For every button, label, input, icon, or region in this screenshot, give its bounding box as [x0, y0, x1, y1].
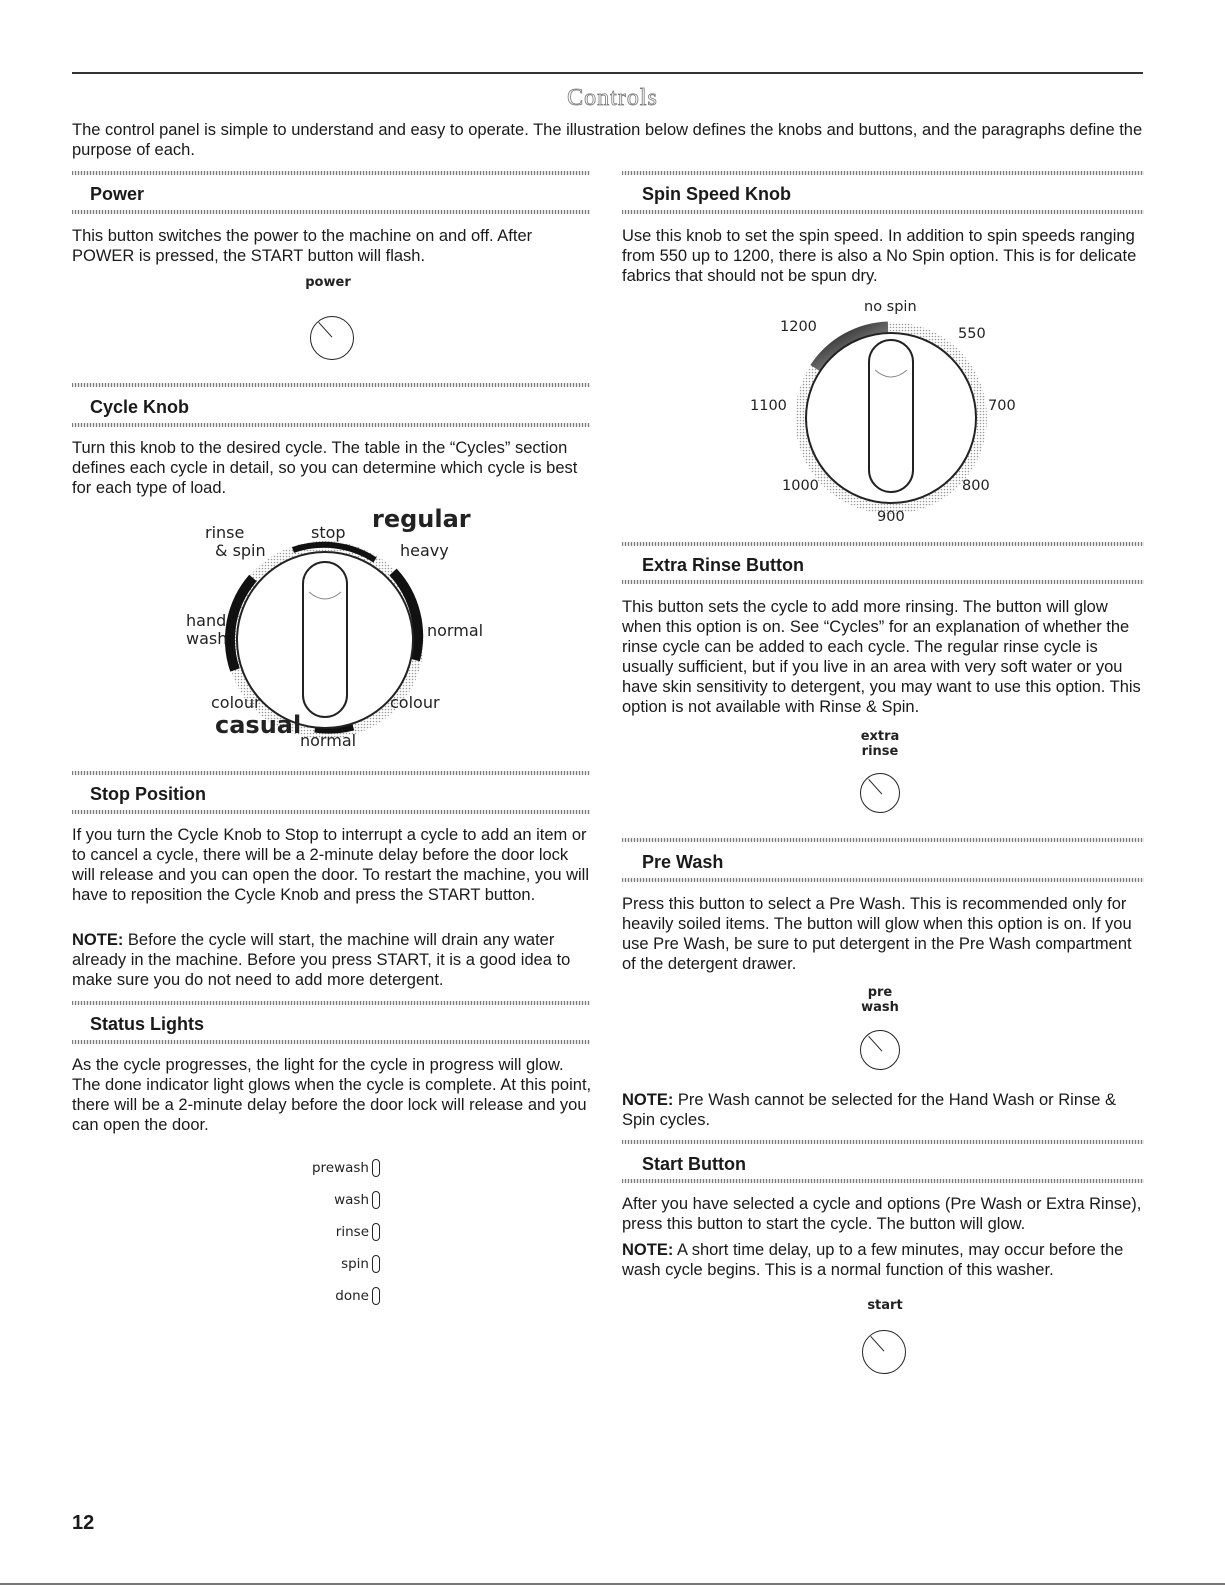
start-text: After you have selected a cycle and options (Pre Wash or Extra Rinse), press this button to start the cycle. The button will glow.: [622, 1195, 1142, 1233]
section-divider: [72, 171, 590, 175]
cycle-knob-heading: Cycle Knob: [90, 397, 190, 417]
indicator-light-icon: [372, 1159, 380, 1177]
extra-rinse-heading: Extra Rinse Button: [642, 555, 805, 575]
indicator-light-icon: [372, 1287, 380, 1305]
spin-700-label: 700: [988, 398, 1016, 414]
cycle-normal-bottom-label: normal: [300, 731, 357, 750]
start-button-icon: [862, 1330, 906, 1374]
section-divider: [72, 210, 590, 214]
extra-rinse-button-label-line1: extra: [860, 729, 900, 744]
power-text: This button switches the power to the machine on and off. After POWER is pressed, the START button will flash.: [72, 227, 533, 265]
section-divider: [72, 1040, 590, 1044]
note-label: NOTE:: [622, 1091, 674, 1109]
cycle-rinse-label: rinse: [205, 523, 245, 542]
stop-position-text: If you turn the Cycle Knob to Stop to interrupt a cycle to add an item or to cancel a cycle, there will be a 2-minute delay before the door lock will release and you can open the door. To restart the machine, you will have to reposition the Cycle Knob and press the START button.: [72, 826, 589, 904]
stop-position-note: [72, 930, 594, 990]
section-divider: [622, 878, 1144, 882]
cycle-heavy-label: heavy: [400, 541, 449, 560]
section-divider: [72, 383, 590, 387]
cycle-casual-label: casual: [215, 711, 302, 739]
cycle-colour-right-label: colour: [390, 693, 440, 712]
pre-wash-note: [622, 1090, 1142, 1130]
spin-1100-label: 1100: [750, 398, 787, 414]
pre-wash-button-label-line1: pre: [867, 985, 893, 1000]
section-divider: [622, 1140, 1144, 1144]
extra-rinse-text: This button sets the cycle to add more rinsing. The button will glow when this option is on. See “Cycles” for an explanation of whether the rinse cycle can be added to each cycle. The regular rinse cycle is usually sufficient, but if you live in an area with very soft water or you have skin sensitivity to detergent, you may want to use this option. This option is not available with Rinse & Spin.: [622, 598, 1141, 716]
extra-rinse-button-icon: [860, 773, 900, 813]
page-number: 12: [72, 1512, 95, 1534]
note-label: NOTE:: [622, 1241, 674, 1259]
status-light-label: wash: [334, 1192, 369, 1208]
status-lights-heading: Status Lights: [90, 1014, 205, 1034]
power-button-icon: [310, 316, 354, 360]
status-light-label: prewash: [311, 1160, 369, 1176]
pre-wash-heading: Pre Wash: [642, 852, 724, 872]
section-divider: [622, 838, 1144, 842]
spin-speed-heading: Spin Speed Knob: [642, 184, 792, 204]
spin-speed-knob-icon: [793, 320, 989, 516]
pre-wash-button-label-line2: wash: [861, 1000, 899, 1015]
spin-speed-text: Use this knob to set the spin speed. In addition to spin speeds ranging from 550 up to 1200, there is also a No Spin option. This is for delicate fabrics that should not be spun dry.: [622, 227, 1137, 285]
pre-wash-text: Press this button to select a Pre Wash. This is recommended only for heavily soiled items. The button will glow when this option is on. If you use Pre Wash, be sure to put detergent in the Pre Wash compartment of the detergent drawer.: [622, 895, 1132, 973]
start-heading: Start Button: [642, 1154, 746, 1174]
cycle-spin-label: & spin: [215, 541, 266, 560]
cycle-knob-text: Turn this knob to the desired cycle. The table in the “Cycles” section defines each cycle in detail, so you can determine which cycle is best for each type of load.: [72, 439, 578, 497]
start-note: [622, 1240, 1147, 1280]
power-heading: Power: [90, 184, 145, 204]
status-light-label: done: [335, 1288, 369, 1304]
section-divider: [622, 210, 1144, 214]
spin-800-label: 800: [962, 478, 990, 494]
indicator-light-icon: [372, 1191, 380, 1209]
power-button-label: power: [305, 275, 351, 290]
note-label: NOTE:: [72, 931, 124, 949]
indicator-light-icon: [372, 1223, 380, 1241]
pre-wash-button-icon: [860, 1030, 900, 1070]
pre-wash-note-text: Pre Wash cannot be selected for the Hand Wash or Rinse & Spin cycles.: [622, 1091, 1117, 1129]
cycle-wash-label: wash: [186, 629, 228, 648]
status-lights-text: As the cycle progresses, the light for the cycle in progress will glow. The done indicator light glows when the cycle is complete. At this point, there will be a 2-minute delay before the door lock will release and you can open the door.: [72, 1056, 592, 1134]
cycle-normal-right-label: normal: [427, 621, 484, 640]
status-light-label: rinse: [335, 1224, 369, 1240]
spin-1000-label: 1000: [782, 478, 819, 494]
intro-paragraph: The control panel is simple to understand and easy to operate. The illustration below defines the knobs and buttons, and the paragraphs define the purpose of each.: [72, 121, 1143, 159]
spin-550-label: 550: [958, 326, 986, 342]
status-light-prewash: [270, 1157, 380, 1179]
cycle-stop-label: stop: [311, 523, 346, 542]
stop-position-note-text: Before the cycle will start, the machine will drain any water already in the machine. Before you press START, it is a good idea to make sure you do not need to add more detergent.: [72, 931, 571, 989]
section-divider: [622, 542, 1144, 546]
top-rule: [72, 72, 1143, 74]
indicator-light-icon: [372, 1255, 380, 1273]
extra-rinse-button-label-line2: rinse: [861, 744, 899, 759]
page-title: Controls: [567, 85, 658, 111]
cycle-hand-label: hand: [186, 611, 227, 630]
section-divider: [72, 1001, 590, 1005]
status-light-spin: [270, 1253, 380, 1275]
stop-position-heading: Stop Position: [90, 784, 206, 804]
start-note-text: A short time delay, up to a few minutes, may occur before the wash cycle begins. This is a normal function of this washer.: [622, 1241, 1124, 1279]
section-divider: [72, 771, 590, 775]
spin-900-label: 900: [877, 509, 905, 525]
section-divider: [622, 171, 1144, 175]
start-button-label: start: [867, 1298, 903, 1313]
status-light-label: spin: [341, 1256, 369, 1272]
section-divider: [622, 1179, 1144, 1183]
status-light-wash: [270, 1189, 380, 1211]
section-divider: [72, 810, 590, 814]
cycle-regular-label: regular: [372, 505, 471, 533]
section-divider: [72, 423, 590, 427]
status-light-rinse: [270, 1221, 380, 1243]
cycle-colour-left-label: colour: [211, 693, 261, 712]
section-divider: [622, 580, 1144, 584]
spin-1200-label: 1200: [780, 319, 817, 335]
spin-no-spin-label: no spin: [864, 299, 917, 315]
status-light-done: [270, 1285, 380, 1307]
